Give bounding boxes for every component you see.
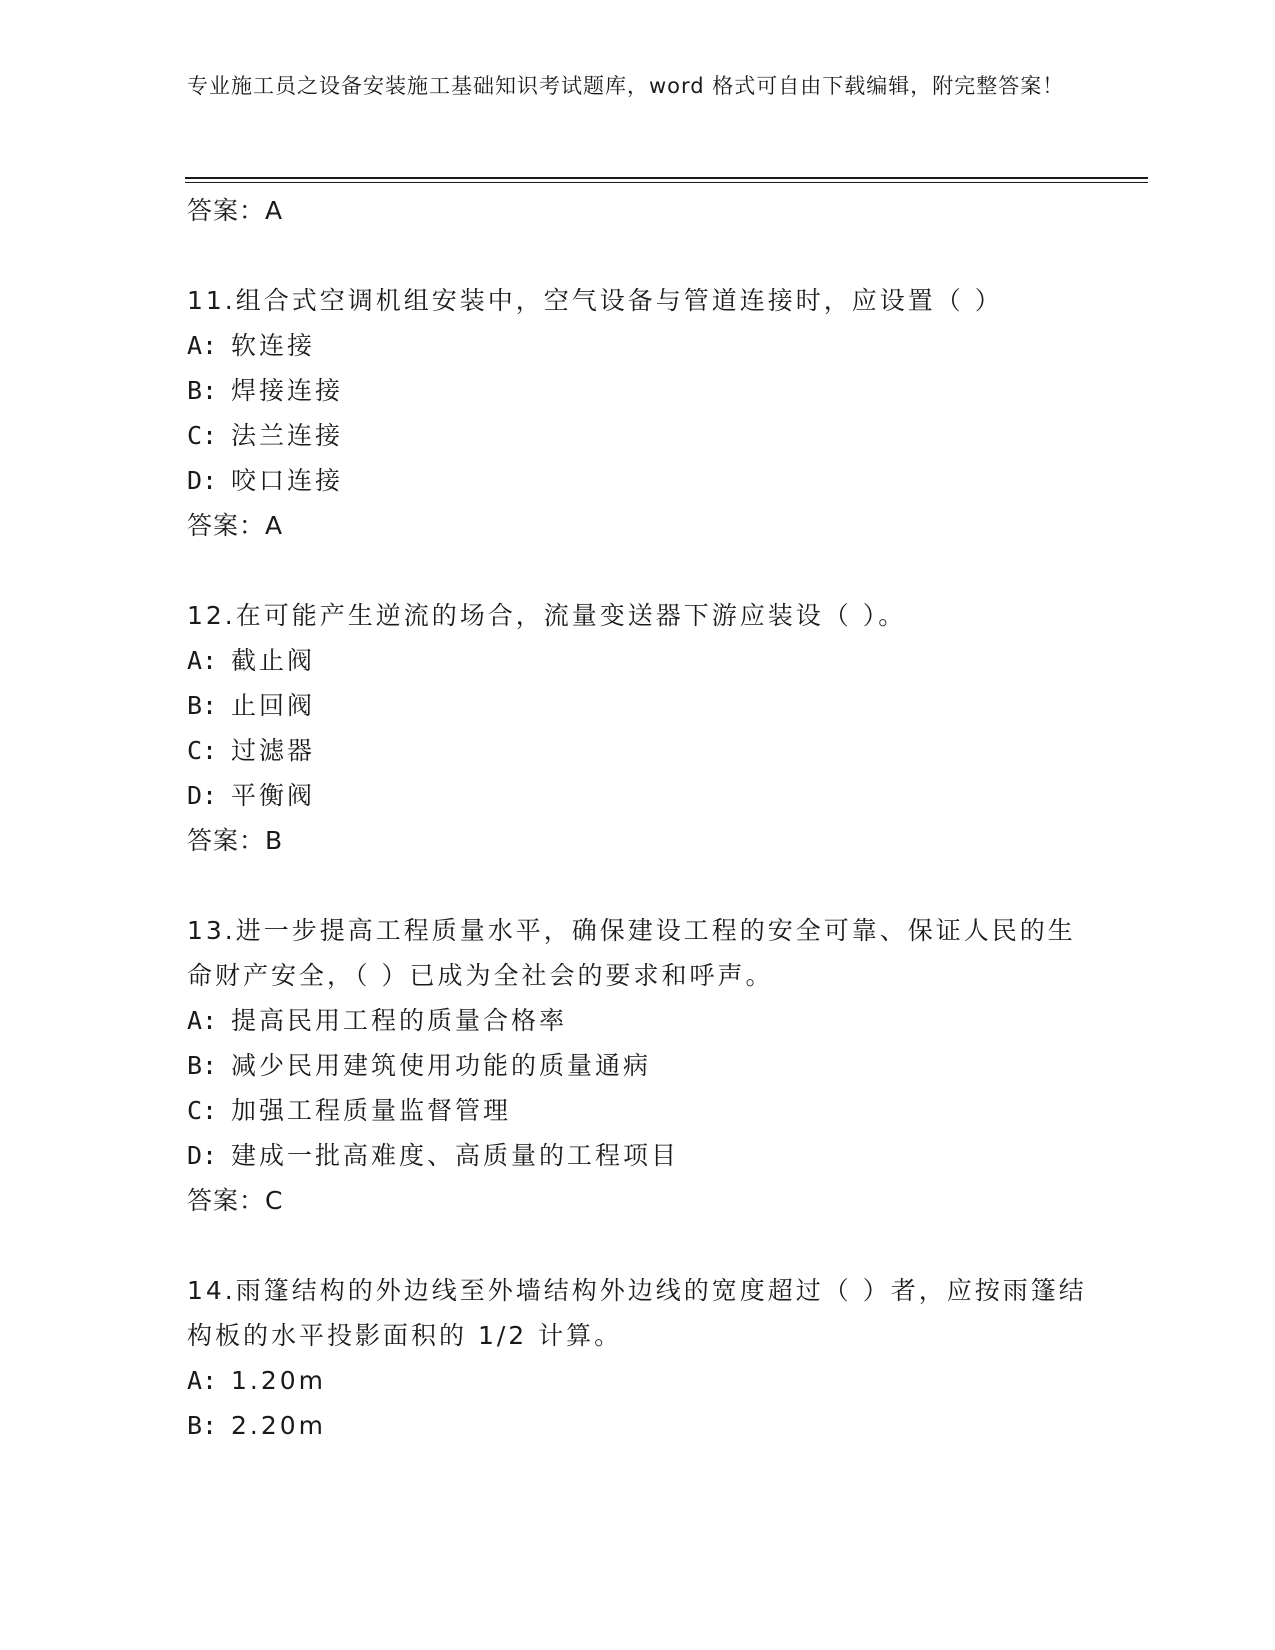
option-key: C: xyxy=(187,421,218,450)
option-item xyxy=(187,638,1087,683)
question-stem: 13.进一步提高工程质量水平，确保建设工程的安全可靠、保证人民的生命财产安全，（ ）已成为全社会的要求和呼声。 xyxy=(187,916,1076,990)
option-item xyxy=(187,773,1087,818)
question-content xyxy=(187,188,1087,1448)
option-key: B: xyxy=(187,1051,218,1080)
option-key: A: xyxy=(187,1366,218,1395)
option-key: D: xyxy=(187,781,218,810)
option-text: 法兰连接 xyxy=(231,421,344,450)
answer-line: 答案：A xyxy=(187,196,284,225)
option-text: 提高民用工程的质量合格率 xyxy=(231,1006,568,1035)
option-text: 建成一批高难度、高质量的工程项目 xyxy=(231,1141,680,1170)
question-stem: 11.组合式空调机组安装中，空气设备与管道连接时，应设置（ ） xyxy=(187,286,1003,315)
option-item xyxy=(187,323,1087,368)
answer-line: 答案：A xyxy=(187,511,284,540)
question-stem: 12.在可能产生逆流的场合，流量变送器下游应装设（ ）。 xyxy=(187,601,907,630)
option-key: D: xyxy=(187,466,218,495)
question-stem: 14.雨篷结构的外边线至外墙结构外边线的宽度超过（ ）者，应按雨篷结构板的水平投影面积的 1/2 计算。 xyxy=(187,1276,1087,1350)
option-text: 1.20m xyxy=(231,1366,327,1395)
option-item xyxy=(187,368,1087,413)
option-text: 咬口连接 xyxy=(231,466,344,495)
option-item xyxy=(187,683,1087,728)
option-text: 平衡阀 xyxy=(231,781,316,810)
option-key: A: xyxy=(187,1006,218,1035)
option-item xyxy=(187,1088,1087,1133)
option-item xyxy=(187,413,1087,458)
option-item xyxy=(187,458,1087,503)
option-key: A: xyxy=(187,331,218,360)
option-text: 止回阀 xyxy=(231,691,316,720)
option-text: 软连接 xyxy=(231,331,316,360)
option-text: 截止阀 xyxy=(231,646,316,675)
option-key: D: xyxy=(187,1141,218,1170)
option-key: A: xyxy=(187,646,218,675)
page-header: 专业施工员之设备安装施工基础知识考试题库，word 格式可自由下载编辑，附完整答案！ xyxy=(187,74,1065,98)
header-rule-thin xyxy=(185,182,1148,183)
option-item xyxy=(187,998,1087,1043)
option-key: C: xyxy=(187,736,218,765)
answer-line: 答案：C xyxy=(187,1186,284,1215)
option-item xyxy=(187,1133,1087,1178)
option-item xyxy=(187,1358,1087,1403)
option-key: B: xyxy=(187,691,218,720)
option-text: 减少民用建筑使用功能的质量通病 xyxy=(231,1051,652,1080)
answer-line: 答案：B xyxy=(187,826,284,855)
option-key: C: xyxy=(187,1096,218,1125)
option-text: 焊接连接 xyxy=(231,376,344,405)
option-text: 2.20m xyxy=(231,1411,327,1440)
option-item xyxy=(187,1403,1087,1448)
option-key: B: xyxy=(187,1411,218,1440)
option-text: 过滤器 xyxy=(231,736,316,765)
option-item xyxy=(187,1043,1087,1088)
header-rule-thick xyxy=(185,177,1148,179)
option-item xyxy=(187,728,1087,773)
option-key: B: xyxy=(187,376,218,405)
option-text: 加强工程质量监督管理 xyxy=(231,1096,512,1125)
